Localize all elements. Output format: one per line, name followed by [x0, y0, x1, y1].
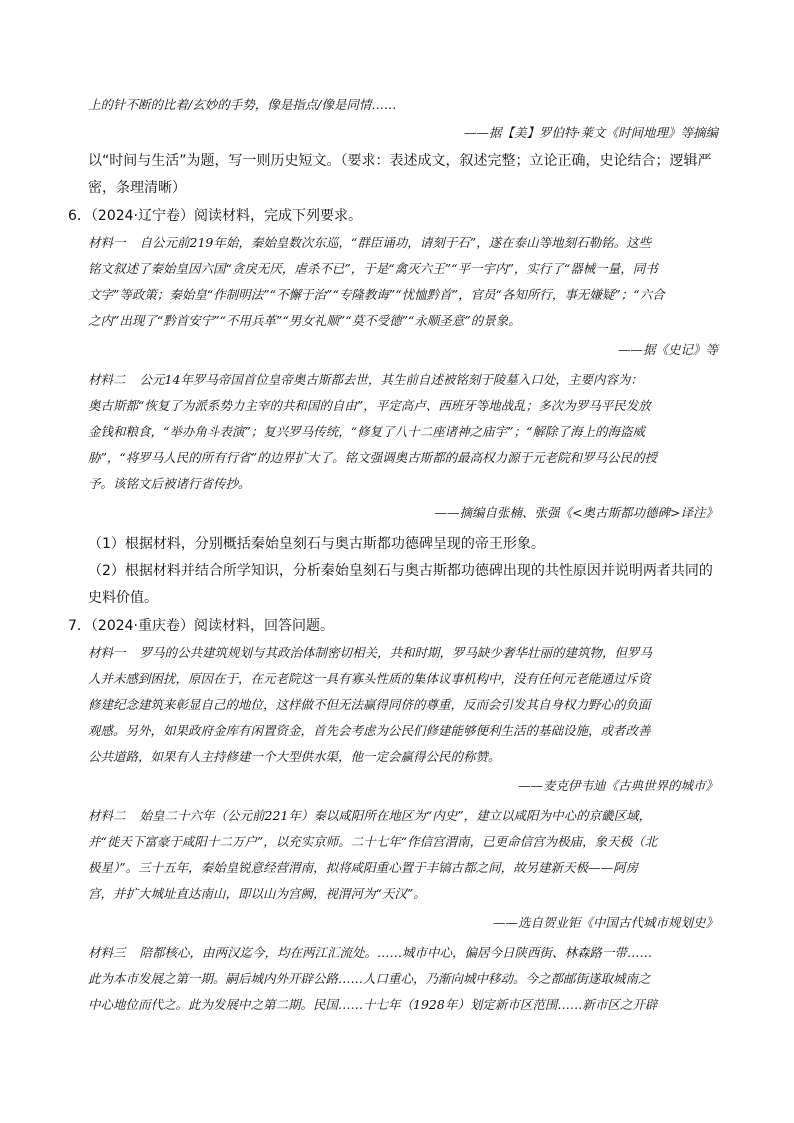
material-line	[88, 643, 652, 661]
material-text: 罗马的公共建筑规划与其政治体制密切相关，共和时期，罗马缺少奢华壮丽的建筑物，但罗马	[139, 645, 653, 660]
material-text: 予。该铭文后被诸行省传抄。	[88, 476, 251, 491]
material-text: 金钱和粮食，“举办角斗表演”；复兴罗马传统，“修复了八十二座诸神之庙宇”；“解除了海上的海盗威	[88, 424, 645, 439]
source-attribution: ——摘编自张楠、张强《<奥古斯都功德碑>译注》	[434, 505, 718, 520]
sub-question: 史料价值。	[88, 590, 158, 606]
material-text: 修建纪念建筑来彰显自己的地位，这样做不但无法赢得同侪的尊重，反而会引发其自身权力野心的负面	[88, 697, 651, 712]
material-text: 文字”等政策；秦始皇“作制明法”“不懈于治”“专隆教诲”“忧恤黔首”，官员“各知所行，事无嫌疑”；“六合	[88, 287, 665, 302]
material-line	[88, 943, 652, 961]
material-text: 始皇二十六年（公元前221年）秦以咸阳所在地区为“内史”，建立以咸阳为中心的京畿区域，	[139, 808, 652, 823]
material-tag: 材料一	[88, 235, 126, 250]
material-line	[88, 233, 651, 251]
question-header: 7．（2024·重庆卷）阅读材料，回答问题。	[68, 618, 334, 634]
source-attribution: ——据【美】罗伯特·莱文《时间地理》等摘编	[464, 125, 718, 140]
material-tag: 材料三	[88, 945, 126, 960]
poem-line: 上的针不断的比着/玄妙的手势，像是指点/像是同情……	[88, 97, 397, 112]
material-text: 此为本市发展之第一期。嗣后城内外开辟公路……人口重心，乃渐向城中移动。今之都邮街遂取城南之	[88, 971, 651, 986]
question-header: 6．（2024·辽宁卷）阅读材料，完成下列要求。	[68, 208, 362, 224]
material-text: 自公元前219年始，秦始皇数次东巡，“群臣诵功，请刻于石”，遂在泰山等地刻石勒铭。这些	[139, 235, 652, 250]
source-attribution: ——据《史记》等	[617, 342, 718, 357]
task-text: 密，条理清晰）	[88, 180, 186, 196]
material-text: 公元14年罗马帝国首位皇帝奥古斯都去世，其生前自述被铭刻于陵墓入口处，主要内容为：	[139, 372, 643, 387]
source-attribution: ——麦克伊韦迪《古典世界的城市》	[517, 778, 718, 793]
material-text: 陪都核心，由两汉迄今，均在两江汇流处。……城市中心，偏居今日陕西街、林森路一带……	[139, 945, 653, 960]
material-text: 胁”，“将罗马人民的所有行省”的边界扩大了。铭文强调奥古斯都的最高权力源于元老院和罗马公民的授	[88, 450, 658, 465]
material-tag: 材料一	[88, 645, 126, 660]
task-text: 以“时间与生活”为题，写一则历史短文。（要求：表述成文，叙述完整；立论正确，史论结合；逻辑严	[88, 153, 712, 169]
sub-question: （1）根据材料，分别概括秦始皇刻石与奥古斯都功德碑呈现的帝王形象。	[88, 536, 545, 552]
material-text: 奥古斯都“恢复了为派系势力主宰的共和国的自由”，平定高卢、西班牙等地战乱；多次为罗马平民发放	[88, 398, 651, 413]
material-text: 铭文叙述了秦始皇因六国“贪戾无厌，虐杀不已”，于是“禽灭六王”“平一宇内”，实行了“器械一量，同书	[88, 261, 658, 276]
material-line	[88, 370, 643, 388]
material-text: 极星）”。三十五年，秦始皇锐意经营渭南，拟将咸阳重心置于丰镐古都之间，故另建新天极——阿房	[88, 860, 639, 875]
material-line	[88, 806, 651, 824]
material-text: 并“徙天下富豪于咸阳十二万户”，以充实京师。二十七年“作信宫渭南，已更命信宫为极庙，象天极（北	[88, 834, 658, 849]
material-text: 中心地位而代之。此为发展中之第二期。民国……十七年（1928年）划定新市区范围……新市区之开辟	[88, 997, 658, 1012]
material-tag: 材料二	[88, 808, 126, 823]
material-text: 观感。另外，如果政府金库有闲置资金，首先会考虑为公民们修建能够便利生活的基础设施，或者改善	[88, 723, 651, 738]
sub-question: （2）根据材料并结合所学知识，分析秦始皇刻石与奥古斯都功德碑出现的共性原因并说明两者共同的	[88, 563, 713, 579]
material-tag: 材料二	[88, 372, 126, 387]
material-text: 公共道路，如果有人主持修建一个大型供水渠，他一定会赢得公民的称赞。	[88, 749, 501, 764]
material-text: 之内”出现了“黔首安宁”“不用兵革”“男女礼顺”“莫不受德”“永顺圣意”的景象。	[88, 313, 521, 328]
material-text: 宫，并扩大城址直达南山，即以山为宫阙，视渭河为“天汉”。	[88, 886, 426, 901]
source-attribution: ——选自贺业钜《中国古代城市规划史》	[492, 915, 718, 930]
material-text: 人并未感到困扰，原因在于，在元老院这一具有寡头性质的集体议事机构中，没有任何元老能通过斥资	[88, 671, 651, 686]
